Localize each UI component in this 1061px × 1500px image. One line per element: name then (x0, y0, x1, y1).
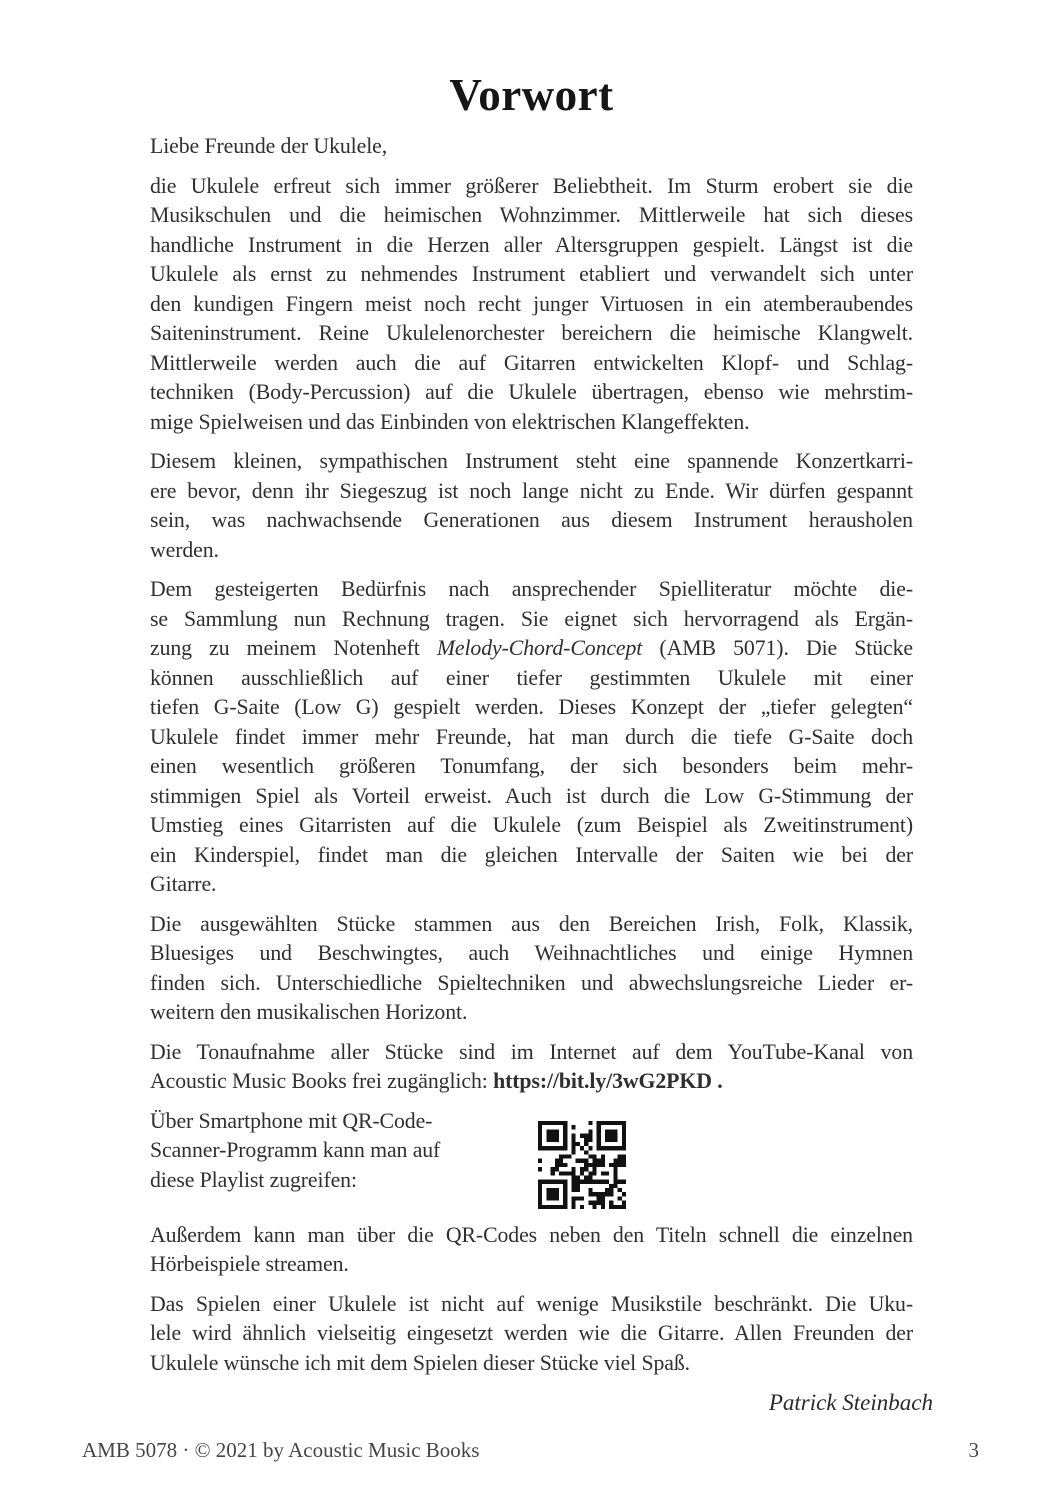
qr-section (150, 1107, 913, 1211)
qr-code (538, 1121, 626, 1209)
text-line: Musikschulen und die heimischen Wohnzimmer. Mittlerweile hat sich dieses (150, 203, 913, 227)
text-line: Scanner-Programm kann man auf (150, 1138, 441, 1162)
text-line: Hörbeispiele streamen. (150, 1252, 349, 1276)
text-line: Ukulele als ernst zu nehmendes Instrument etabliert und verwandelt sich unter (150, 262, 913, 286)
text-line: sein, was nachwachsende Generationen aus diesem Instrument herausholen (150, 508, 913, 532)
page-footer (82, 1437, 979, 1463)
text-line: die Ukulele erfreut sich immer größerer Beliebtheit. Im Sturm erobert sie die (150, 173, 913, 198)
playlist-url: https://bit.ly/3wG2PKD . (493, 1069, 723, 1093)
text-line: den kundigen Fingern meist noch recht junger Virtuosen in ein atemberaubendes (150, 291, 913, 316)
paragraph (150, 910, 913, 1028)
paragraph (150, 1290, 913, 1379)
text-line: Ukulele wünsche ich mit dem Spielen dieser Stücke viel Spaß. (150, 1350, 691, 1375)
text-line: ein Kinderspiel, findet man die gleichen Intervalle der Saiten wie bei der (150, 842, 913, 867)
text-line: Das Spielen einer Ukulele ist nicht auf wenige Musikstile beschränkt. Die Uku- (150, 1291, 913, 1316)
text-line: weitern den musikalischen Horizont. (150, 1000, 468, 1024)
text-line: zung zu meinem Notenheft Melody-Chord-Concept (AMB 5071). Die Stücke (150, 636, 914, 660)
text-line: Gitarre. (150, 872, 217, 896)
author-signature: Patrick Steinbach (768, 1390, 933, 1415)
text-line: Liebe Freunde der Ukulele, (150, 134, 388, 158)
paragraph (150, 1221, 913, 1280)
text-line: lele wird ähnlich vielseitig eingesetzt werden wie die Gitarre. Allen Freunden der (150, 1321, 913, 1345)
text-line: stimmigen Spiel als Vorteil erweist. Auch ist durch die Low G-Stimmung der (150, 783, 913, 808)
text-line: Acoustic Music Books frei zugänglich: https://bit.ly/3wG2PKD . (150, 1069, 723, 1093)
paragraph (150, 172, 913, 438)
text-line: einen wesentlich größeren Tonumfang, der sich besonders beim mehr- (150, 754, 913, 778)
edition-copyright: AMB 5078 · © 2021 by Acoustic Music Books (82, 1438, 480, 1462)
text-line: Umstieg eines Gitarristen auf die Ukulele (zum Beispiel als Zweitinstrument) (150, 813, 913, 837)
text-line: tiefen G-Saite (Low G) gespielt werden. Dieses Konzept der „tiefer gelegten“ (150, 695, 913, 719)
text-line: Ukulele findet immer mehr Freunde, hat man durch die tiefe G-Saite doch (150, 724, 913, 749)
text-line: Außerdem kann man über die QR-Codes neben den Titeln schnell die einzelnen (150, 1222, 913, 1247)
page-title: Vorwort (449, 70, 614, 120)
paragraph (150, 447, 913, 565)
text-line: se Sammlung nun Rechnung tragen. Sie eignet sich hervorragend als Ergän- (150, 606, 913, 631)
text-line: handliche Instrument in die Herzen aller Altersgruppen gespielt. Längst ist die (150, 232, 913, 257)
book-title-italic: Melody-Chord-Concept (436, 636, 643, 660)
text-line: Diesem kleinen, sympathischen Instrument steht eine spannende Konzertkarri- (150, 449, 913, 473)
text-line: finden sich. Unterschiedliche Spieltechniken und abwechslungsreiche Lieder er- (150, 970, 913, 995)
text-line: mige Spielweisen und das Einbinden von elektrischen Klangeffekten. (150, 409, 750, 434)
text-line: diese Playlist zugreifen: (150, 1167, 357, 1192)
paragraph (150, 575, 913, 900)
text-line: Die Tonaufnahme aller Stücke sind im Internet auf dem YouTube-Kanal von (150, 1039, 913, 1064)
qr-caption-lines (150, 1107, 590, 1196)
text-line: Saiteninstrument. Reine Ukulelenorchester bereichern die heimische Klangwelt. (150, 321, 913, 345)
text-line: Bluesiges und Beschwingtes, auch Weihnachtliches und einige Hymnen (150, 941, 913, 965)
text-line: techniken (Body-Percussion) auf die Ukulele übertragen, ebenso wie mehrstim- (150, 380, 913, 404)
text-line: ere bevor, denn ihr Siegeszug ist noch lange nicht zu Ende. Wir dürfen gespannt (150, 478, 913, 503)
text-line: Die ausgewählten Stücke stammen aus den Bereichen Irish, Folk, Klassik, (150, 911, 913, 936)
text-line: Dem gesteigerten Bedürfnis nach ansprechender Spielliteratur möchte die- (150, 577, 913, 601)
body-paragraphs (150, 132, 913, 1378)
paragraph (150, 1038, 913, 1097)
text-line: Über Smartphone mit QR-Code- (150, 1108, 433, 1133)
text-line: können ausschließlich auf einer tiefer gestimmten Ukulele mit einer (150, 665, 913, 690)
text-line: werden. (150, 537, 219, 562)
page-number: 3 (968, 1438, 979, 1462)
paragraph (150, 132, 913, 162)
text-line: Mittlerweile werden auch die auf Gitarren entwickelten Klopf- und Schlag- (150, 350, 913, 375)
